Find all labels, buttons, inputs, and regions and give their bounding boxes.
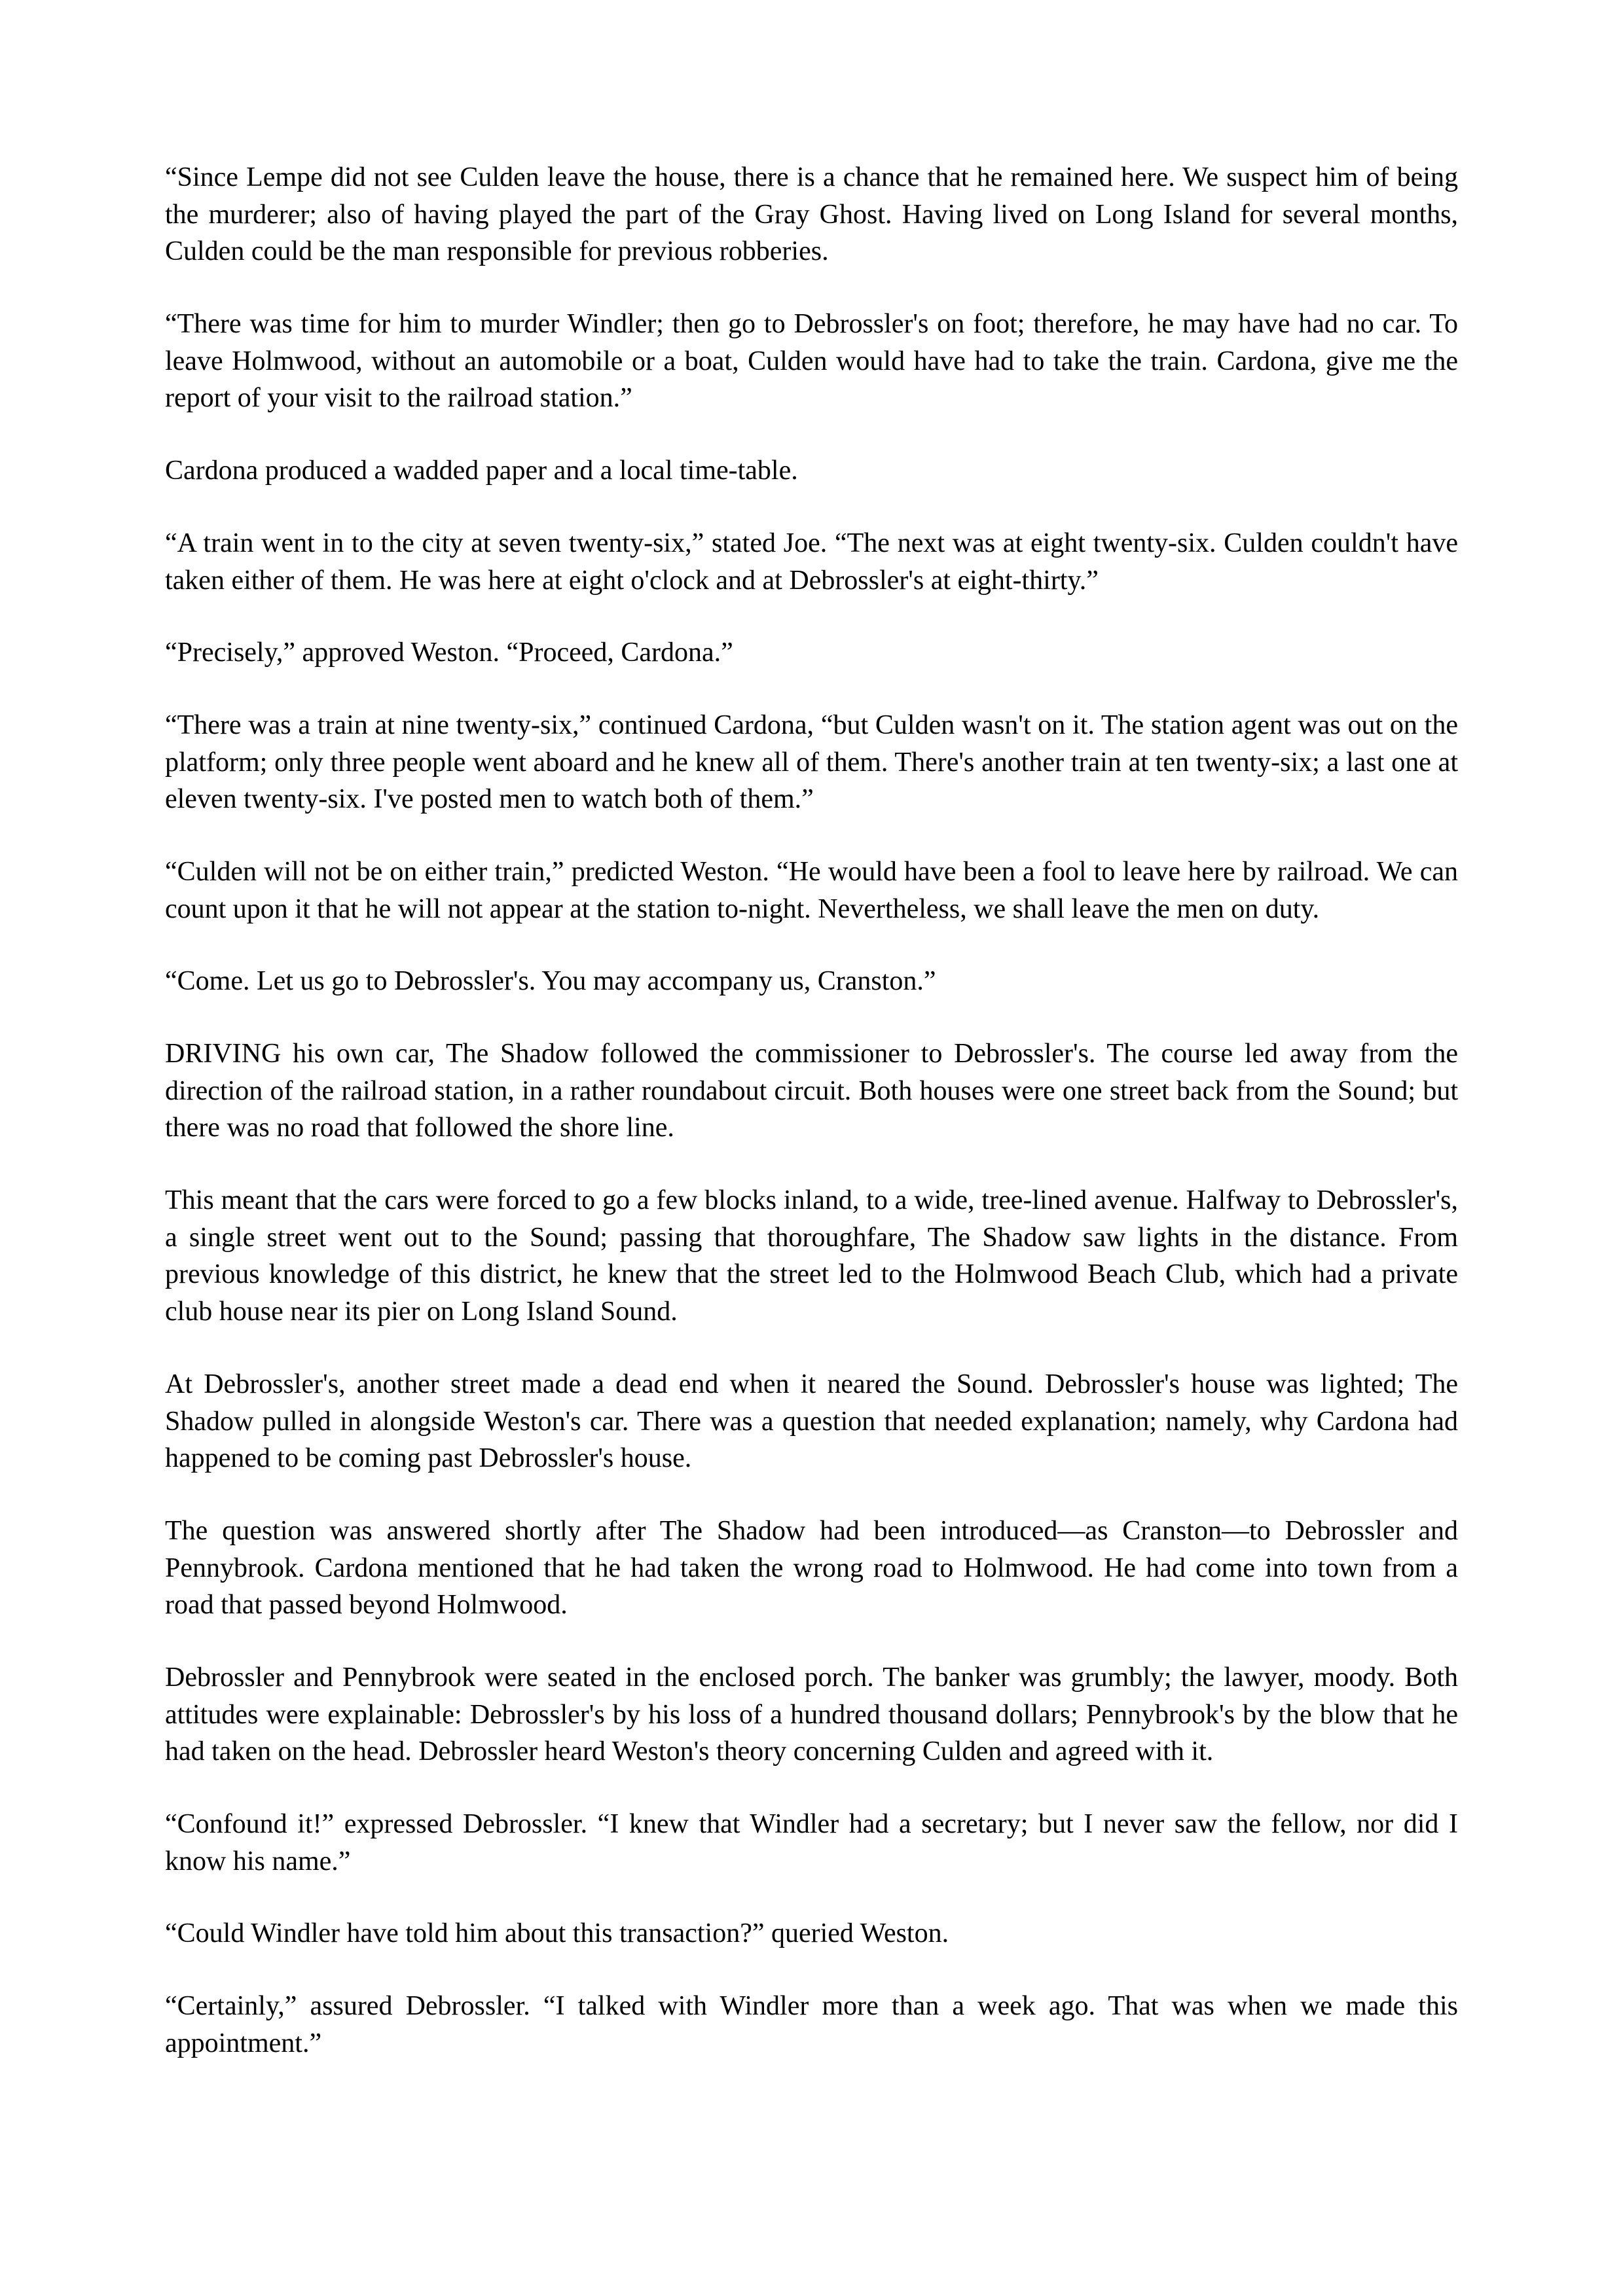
paragraph: “Since Lempe did not see Culden leave the house, there is a chance that he remained here. We suspect him of being the murderer; also of having played the part of the Gray Ghost. Having lived on Long Island for several months, Culden could be the man responsible for previous robberies.: [165, 162, 1458, 267]
paragraph: Debrossler and Pennybrook were seated in the enclosed porch. The banker was grumbly; the lawyer, moody. Both attitudes were explainable: Debrossler's by his loss of a hundred thousand dollars; Pennybrook's by the blow that he had taken on the head. Debrossler heard Weston's theory concerning Culden and agreed with it.: [165, 1662, 1458, 1767]
paragraph: “Could Windler have told him about this transaction?” queried Weston.: [165, 1918, 949, 1949]
paragraph: “Culden will not be on either train,” predicted Weston. “He would have been a fool to leave here by railroad. We can count upon it that he will not appear at the station to-night. Nevertheless, we shall leave the men on duty.: [165, 856, 1458, 924]
paragraph: “There was a train at nine twenty-six,” continued Cardona, “but Culden wasn't on it. The station agent was out on the platform; only three people went aboard and he knew all of them. There's another train at ten twenty-six; a last one at eleven twenty-six. I've posted men to watch both of them.”: [165, 709, 1458, 815]
paragraph: “Confound it!” expressed Debrossler. “I knew that Windler had a secretary; but I never saw the fellow, nor did I know his name.”: [165, 1809, 1458, 1876]
paragraph: The question was answered shortly after The Shadow had been introduced—as Cranston—to Debrossler and Pennybrook. Cardona mentioned that he had taken the wrong road to Holmwood. He had come into town from a road that passed beyond Holmwood.: [165, 1515, 1458, 1621]
paragraph: At Debrossler's, another street made a dead end when it neared the Sound. Debrossler's house was lighted; The Shadow pulled in alongside Weston's car. There was a question that needed explanation; namely, why Cardona had happened to be coming past Debrossler's house.: [165, 1369, 1458, 1474]
paragraph: Cardona produced a wadded paper and a local time-table.: [165, 456, 798, 486]
paragraph: DRIVING his own car, The Shadow followed the commissioner to Debrossler's. The course led away from the direction of the railroad station, in a rather roundabout circuit. Both houses were one street back from the Sound; but there was no road that followed the shore line.: [165, 1039, 1458, 1143]
paragraph: “There was time for him to murder Windler; then go to Debrossler's on foot; therefore, he may have had no car. To leave Holmwood, without an automobile or a boat, Culden would have had to take the train. Cardona, give me the report of your visit to the railroad station.”: [165, 309, 1458, 414]
paragraph: This meant that the cars were forced to go a few blocks inland, to a wide, tree-lined avenue. Halfway to Debrossler's, a single street went out to the Sound; passing that thoroughfare, The Shadow saw lights in the distance. From previous knowledge of this district, he knew that the street led to the Holmwood Beach Club, which had a private club house near its pier on Long Island Sound.: [165, 1185, 1458, 1327]
paragraph: “Certainly,” assured Debrossler. “I talked with Windler more than a week ago. That was when we made this appointment.”: [165, 1991, 1458, 2058]
paragraph: “Come. Let us go to Debrossler's. You may accompany us, Cranston.”: [165, 966, 936, 997]
paragraph: “A train went in to the city at seven twenty-six,” stated Joe. “The next was at eight twenty-six. Culden couldn't have taken either of them. He was here at eight o'clock and at Debrossler's at eight-thirty.”: [165, 528, 1458, 596]
paragraph: “Precisely,” approved Weston. “Proceed, Cardona.”: [165, 637, 733, 668]
